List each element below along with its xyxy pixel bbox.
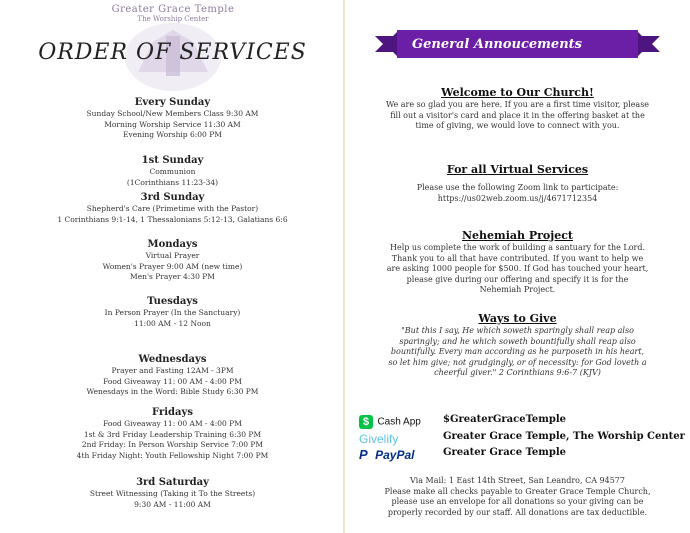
paypal-row[interactable] [359, 446, 689, 462]
wednesdays-section [0, 353, 345, 398]
schedule-line: Men's Prayer 4:30 PM [130, 272, 215, 281]
mail-line: Please make all checks payable to Greater Grace Temple Church, [384, 486, 651, 496]
scripture-line: bountifully. Every man according as he purposeth in his heart, [390, 347, 645, 356]
scripture-line: so let him give; not grudgingly, or of necessity: for God loveth a [388, 357, 647, 367]
ways-to-give-section [345, 312, 690, 379]
paragraph-line: please give during our offering and specify it is for the [406, 274, 629, 284]
section-heading: Tuesdays [147, 296, 198, 307]
order-title: ORDER OF SERVICES [38, 40, 307, 65]
section-heading: Ways to Give [478, 312, 557, 325]
announcements-panel [345, 0, 690, 533]
schedule-line: Virtual Prayer [145, 251, 200, 260]
tuesdays-section [0, 295, 345, 329]
schedule-line: (1Corinthians 11:23-34) [126, 177, 219, 187]
paypal-icon: P PayPal [359, 447, 415, 463]
fridays-section [0, 406, 345, 461]
cash-app-icon: $ Cash App [359, 413, 421, 429]
schedule-line: 9:30 AM - 11:00 AM [134, 499, 211, 509]
mondays-section [0, 238, 345, 283]
welcome-section [345, 86, 690, 132]
schedule-line: 1 Corinthians 9:1-14, 1 Thessalonians 5:12-13, Galatians 6:6 [57, 214, 288, 224]
schedule-line: Shepherd's Care (Primetime with the Pastor) [86, 204, 259, 213]
schedule-line: Food Giveaway 11: 00 AM - 4:00 PM [103, 419, 242, 428]
paragraph-line: time of giving, we would love to connect with you. [415, 121, 620, 130]
mail-line: please use an envelope for all donations so your giving can be [391, 497, 644, 506]
paragraph-line: Help us complete the work of building a santuary for the Lord. [389, 243, 646, 252]
givelify-row[interactable] [359, 430, 689, 446]
scripture-line: "But this I say, He which soweth sparingly shall reap also [401, 326, 634, 335]
logo-name: Greater Grace Temple [111, 4, 235, 15]
section-heading: 1st Sunday [141, 155, 204, 166]
paragraph-line: Nehemiah Project. [479, 285, 556, 294]
mail-line: properly recorded by our staff. All donations are tax deductible. [387, 507, 648, 517]
cash-app-row[interactable] [359, 413, 689, 429]
scripture-line: sparingly; and he which soweth bountifully shall reap also [399, 336, 636, 346]
cash-app-label: Cash App [377, 416, 421, 428]
section-heading: For all Virtual Services [446, 163, 589, 176]
schedule-line: Food Giveaway 11: 00 AM - 4:00 PM [103, 376, 242, 386]
section-heading: Fridays [152, 407, 193, 418]
scripture-line: cheerful giver." 2 Corinthians 9:6-7 (KJV) [434, 368, 601, 377]
logo-subtitle: The Worship Center [137, 15, 209, 23]
schedule-line: Street Witnessing (Taking it To the Streets) [89, 489, 256, 498]
mail-line: Via Mail: 1 East 14th Street, San Leandro, CA 94577 [410, 476, 625, 485]
schedule-line: Evening Worship 6:00 PM [123, 130, 222, 139]
third-sunday-section [0, 191, 345, 225]
schedule-line: 1st & 3rd Friday Leadership Training 6:30 PM [83, 429, 262, 439]
section-heading: Every Sunday [134, 97, 211, 108]
zoom-link[interactable]: https://us02web.zoom.us/j/4671712354 [437, 193, 598, 203]
section-heading: Wednesdays [138, 354, 207, 365]
section-heading: Mondays [147, 239, 198, 250]
nehemiah-project-section [345, 229, 690, 296]
schedule-line: 4th Friday Night: Youth Fellowship Night 7:00 PM [76, 450, 269, 460]
virtual-services-section [345, 163, 690, 204]
schedule-line: In Person Prayer (In the Sanctuary) [104, 308, 241, 317]
schedule-line: Prayer and Fasting 12AM - 3PM [111, 366, 234, 375]
every-sunday-section [0, 96, 345, 141]
schedule-line: 2nd Friday: In Person Worship Service 7:00 PM [81, 440, 264, 449]
schedule-line: Morning Worship Service 11:30 AM [104, 119, 241, 129]
section-heading: 3rd Sunday [140, 192, 205, 203]
givelify-label: Givelify [359, 432, 399, 446]
paragraph-line: are asking 1000 people for $500. If God has touched your heart, [386, 264, 649, 273]
first-sunday-section [0, 154, 345, 188]
schedule-line: Wenesdays in the Word: Bible Study 6:30 PM [86, 387, 259, 396]
paragraph-line: Please use the following Zoom link to participate: [416, 183, 619, 192]
paypal-handle: Greater Grace Temple [443, 447, 566, 458]
schedule-line: Sunday School/New Members Class 9:30 AM [86, 109, 259, 118]
section-heading: Welcome to Our Church! [441, 86, 594, 99]
section-heading: 3rd Saturday [136, 477, 209, 488]
paypal-label: PayPal [375, 447, 415, 462]
third-saturday-section [0, 476, 345, 510]
banner-title: General Annoucements [412, 37, 582, 52]
givelify-icon [359, 430, 398, 446]
mail-section [345, 476, 690, 518]
schedule-line: Communion [149, 167, 196, 176]
cash-app-handle: $GreaterGraceTemple [443, 414, 566, 425]
paragraph-line: We are so glad you are here. If you are a first time visitor, please [385, 100, 650, 109]
paragraph-line: Thank you to all that have contributed. If you want to help we [391, 253, 644, 263]
schedule-line: 11:00 AM - 12 Noon [134, 318, 211, 328]
paragraph-line: fill out a visitor's card and place it in the offering basket at the [390, 110, 645, 120]
section-heading: Nehemiah Project [462, 229, 573, 242]
givelify-handle: Greater Grace Temple, The Worship Center [443, 431, 685, 442]
schedule-line: Women's Prayer 9:00 AM (new time) [102, 261, 243, 271]
